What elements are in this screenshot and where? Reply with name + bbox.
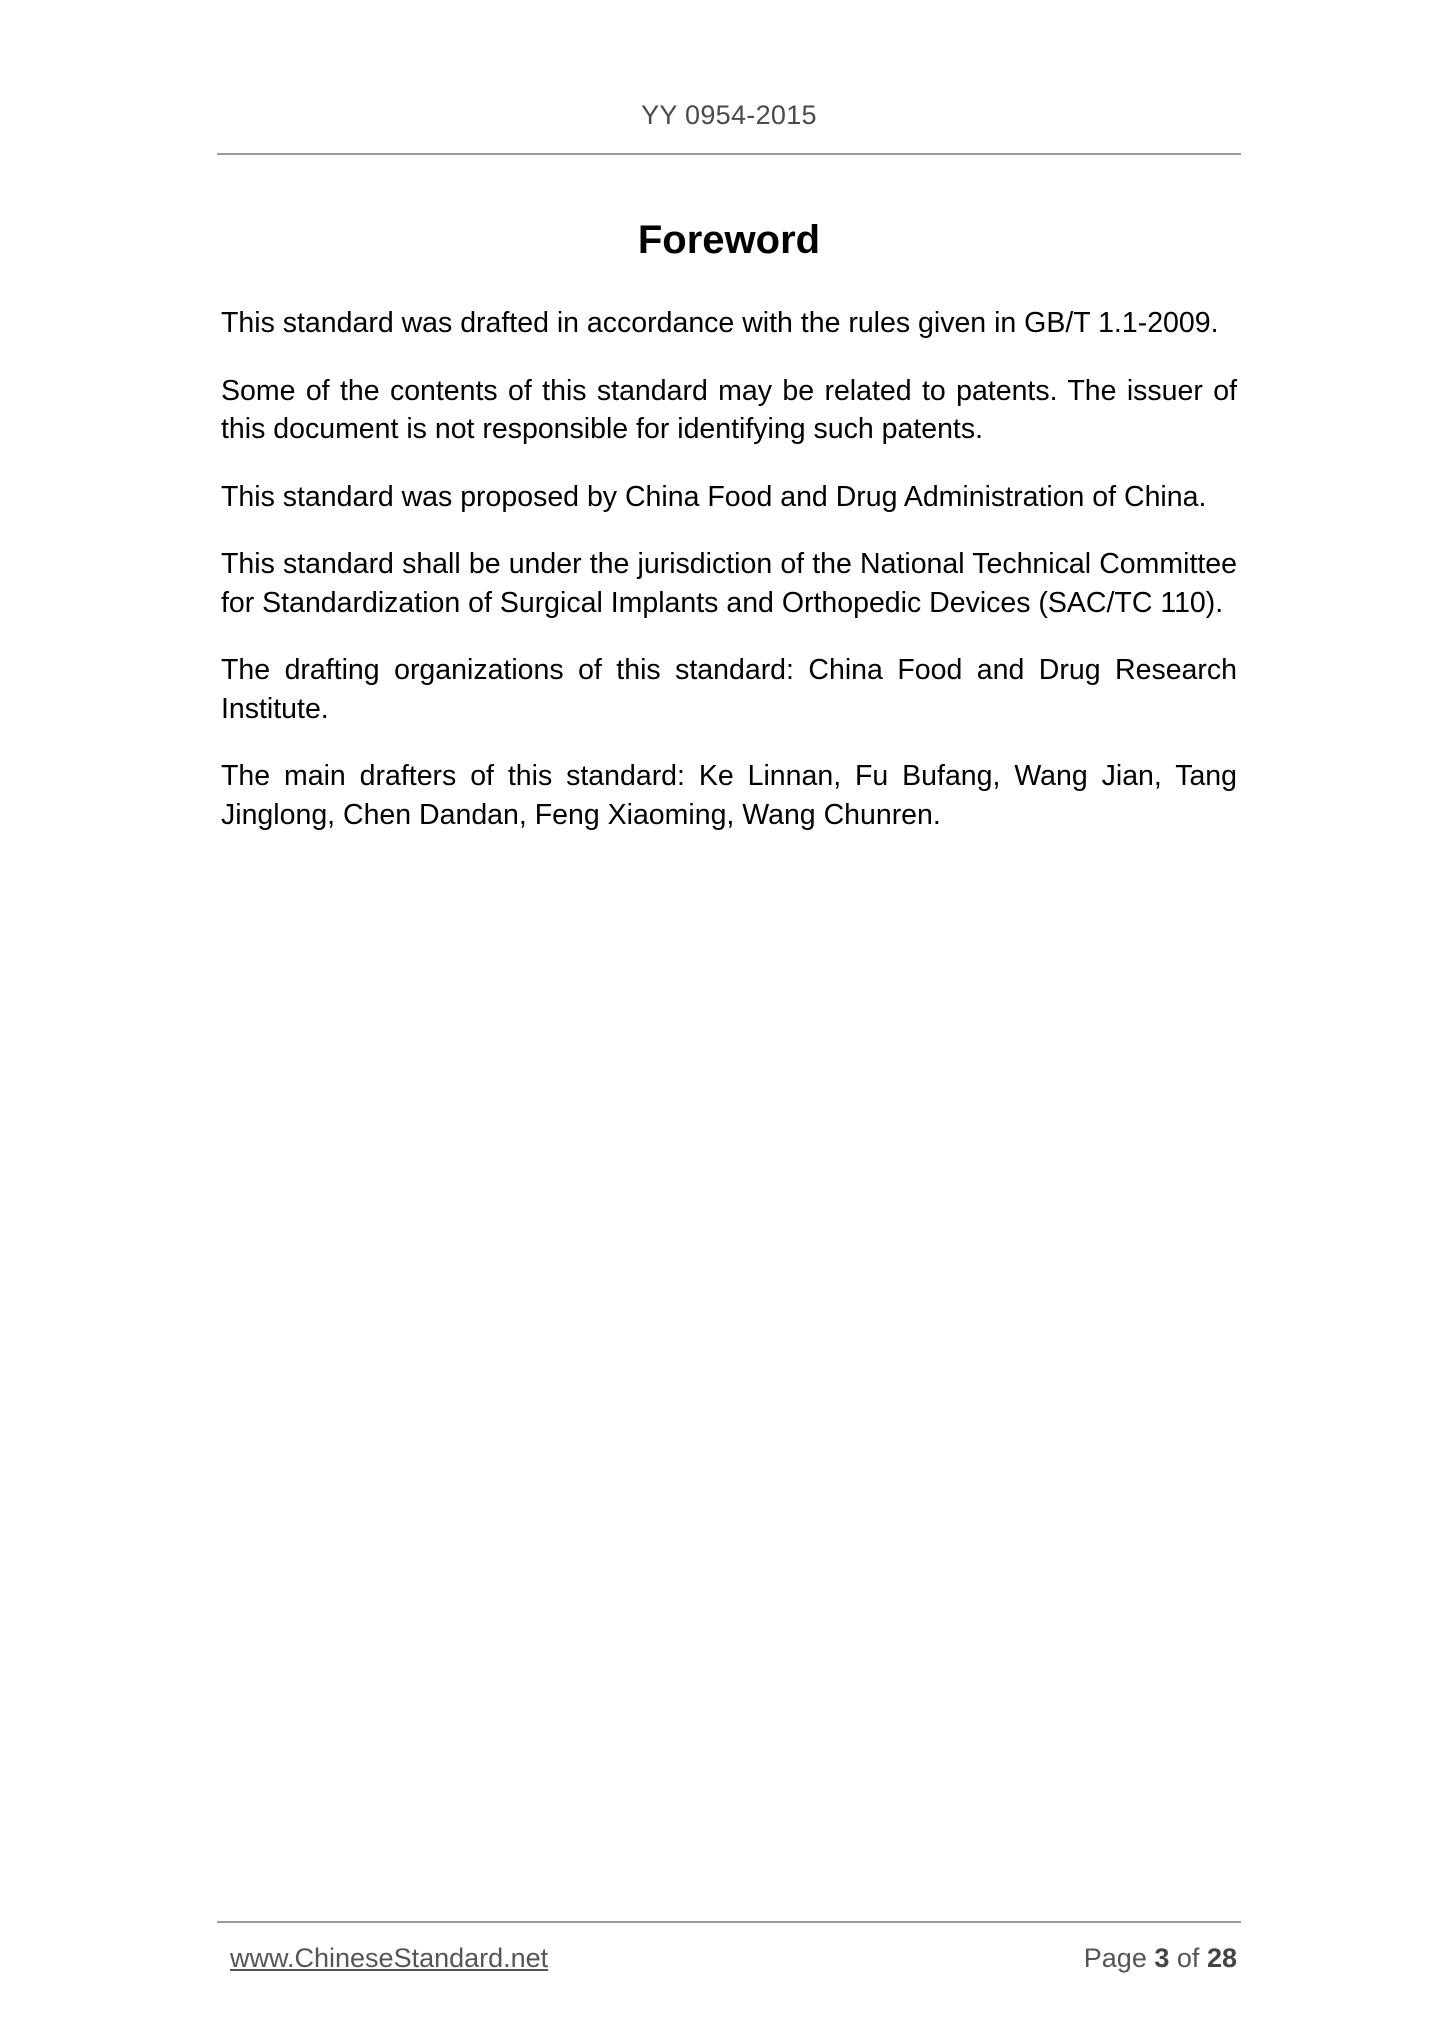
foreword-body xyxy=(221,304,1237,863)
paragraph-jurisdiction: This standard shall be under the jurisdiction of the National Technical Committee for Standardization of Surgical Implants and Orthopedic Devices (SAC/TC 110). xyxy=(221,548,1237,619)
site-link[interactable]: www.ChineseStandard.net xyxy=(230,1943,549,1973)
page-number xyxy=(1084,1943,1237,1974)
page-total: 28 xyxy=(1206,1943,1237,1973)
header-divider xyxy=(217,153,1241,155)
paragraph-proposer: This standard was proposed by China Food and Drug Administration of China. xyxy=(221,480,1207,513)
page-title: Foreword xyxy=(637,218,821,262)
paragraph-patents: Some of the contents of this standard may be related to patents. The issuer of this document is not responsible for identifying such patents. xyxy=(221,374,1237,445)
paragraph-drafting-rules: This standard was drafted in accordance with the rules given in GB/T 1.1-2009. xyxy=(221,307,1219,339)
page-word: Page xyxy=(1083,1943,1147,1973)
paragraph-main-drafters: The main drafters of this standard: Ke Linnan, Fu Bufang, Wang Jian, Tang Jinglong, Chen Dandan, Feng Xiaoming, Wang Chunren. xyxy=(221,760,1237,831)
page-current: 3 xyxy=(1154,1943,1170,1973)
paragraph-drafting-organizations: The drafting organizations of this standard: China Food and Drug Research Institute. xyxy=(221,654,1237,725)
document-header-id: YY 0954-2015 xyxy=(641,100,817,130)
footer-divider xyxy=(217,1921,1241,1923)
page-of-word: of xyxy=(1176,1943,1200,1973)
